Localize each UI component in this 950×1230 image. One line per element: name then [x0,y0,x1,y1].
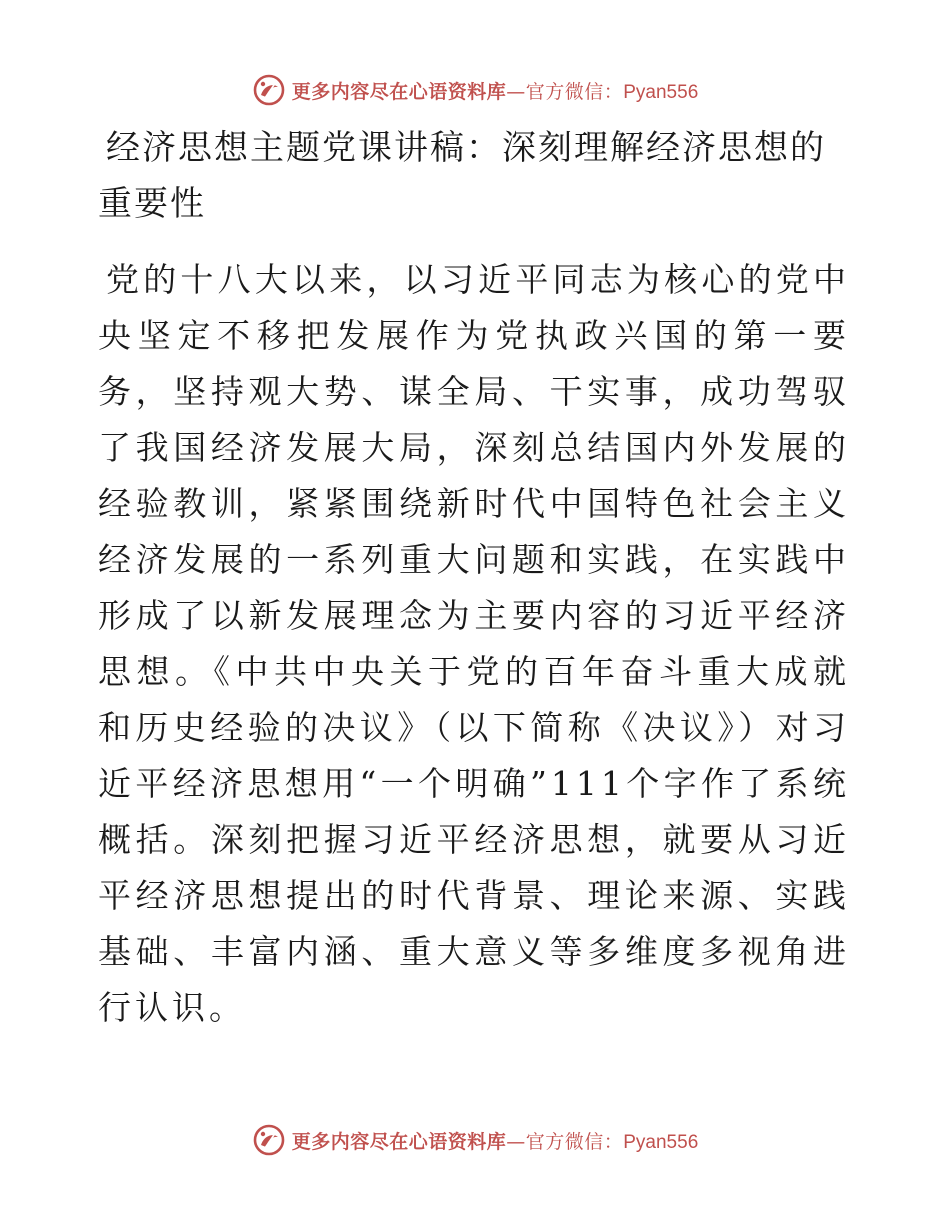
document-title: 经济思想主题党课讲稿：深刻理解经济思想的重要性 [98,128,826,224]
footer-separator: — [506,1130,526,1153]
footer-banner-text [292,1127,699,1154]
footer-banner [0,1118,950,1162]
header-separator: — [506,80,526,103]
footer-brand-text: 更多内容尽在心语资料库 [291,1130,507,1153]
header-wechat-id: Pyan556 [623,81,699,103]
header-brand-text: 更多内容尽在心语资料库 [291,80,507,103]
header-wechat-label: 官方微信： [525,80,624,103]
header-banner [0,68,950,112]
red-swirl-logo-icon [252,73,286,107]
red-swirl-logo-icon [252,1123,286,1157]
footer-wechat-label: 官方微信： [525,1130,624,1153]
header-banner-text [292,77,699,104]
footer-wechat-id: Pyan556 [623,1131,699,1153]
document-body-paragraph: 党的十八大以来，以习近平同志为核心的党中央坚定不移把发展作为党执政兴国的第一要务，坚持观大势、谋全局、干实事，成功驾驭了我国经济发展大局，深刻总结国内外发展的经验教训，紧紧围绕新时代中国特色社会主义经济发展的一系列重大问题和实践，在实践中形成了以新发展理念为主要内容的习近平经济思想。《中共中央关于党的百年奋斗重大成就和历史经验的决议》（以下简称《决议》）对习近平经济思想用“一个明确”111个字作了系统概括。深刻把握习近平经济思想，就要从习近平经济思想提出的时代背景、理论来源、实践基础、丰富内涵、重大意义等多维度多视角进行认识。 [98,260,850,1027]
